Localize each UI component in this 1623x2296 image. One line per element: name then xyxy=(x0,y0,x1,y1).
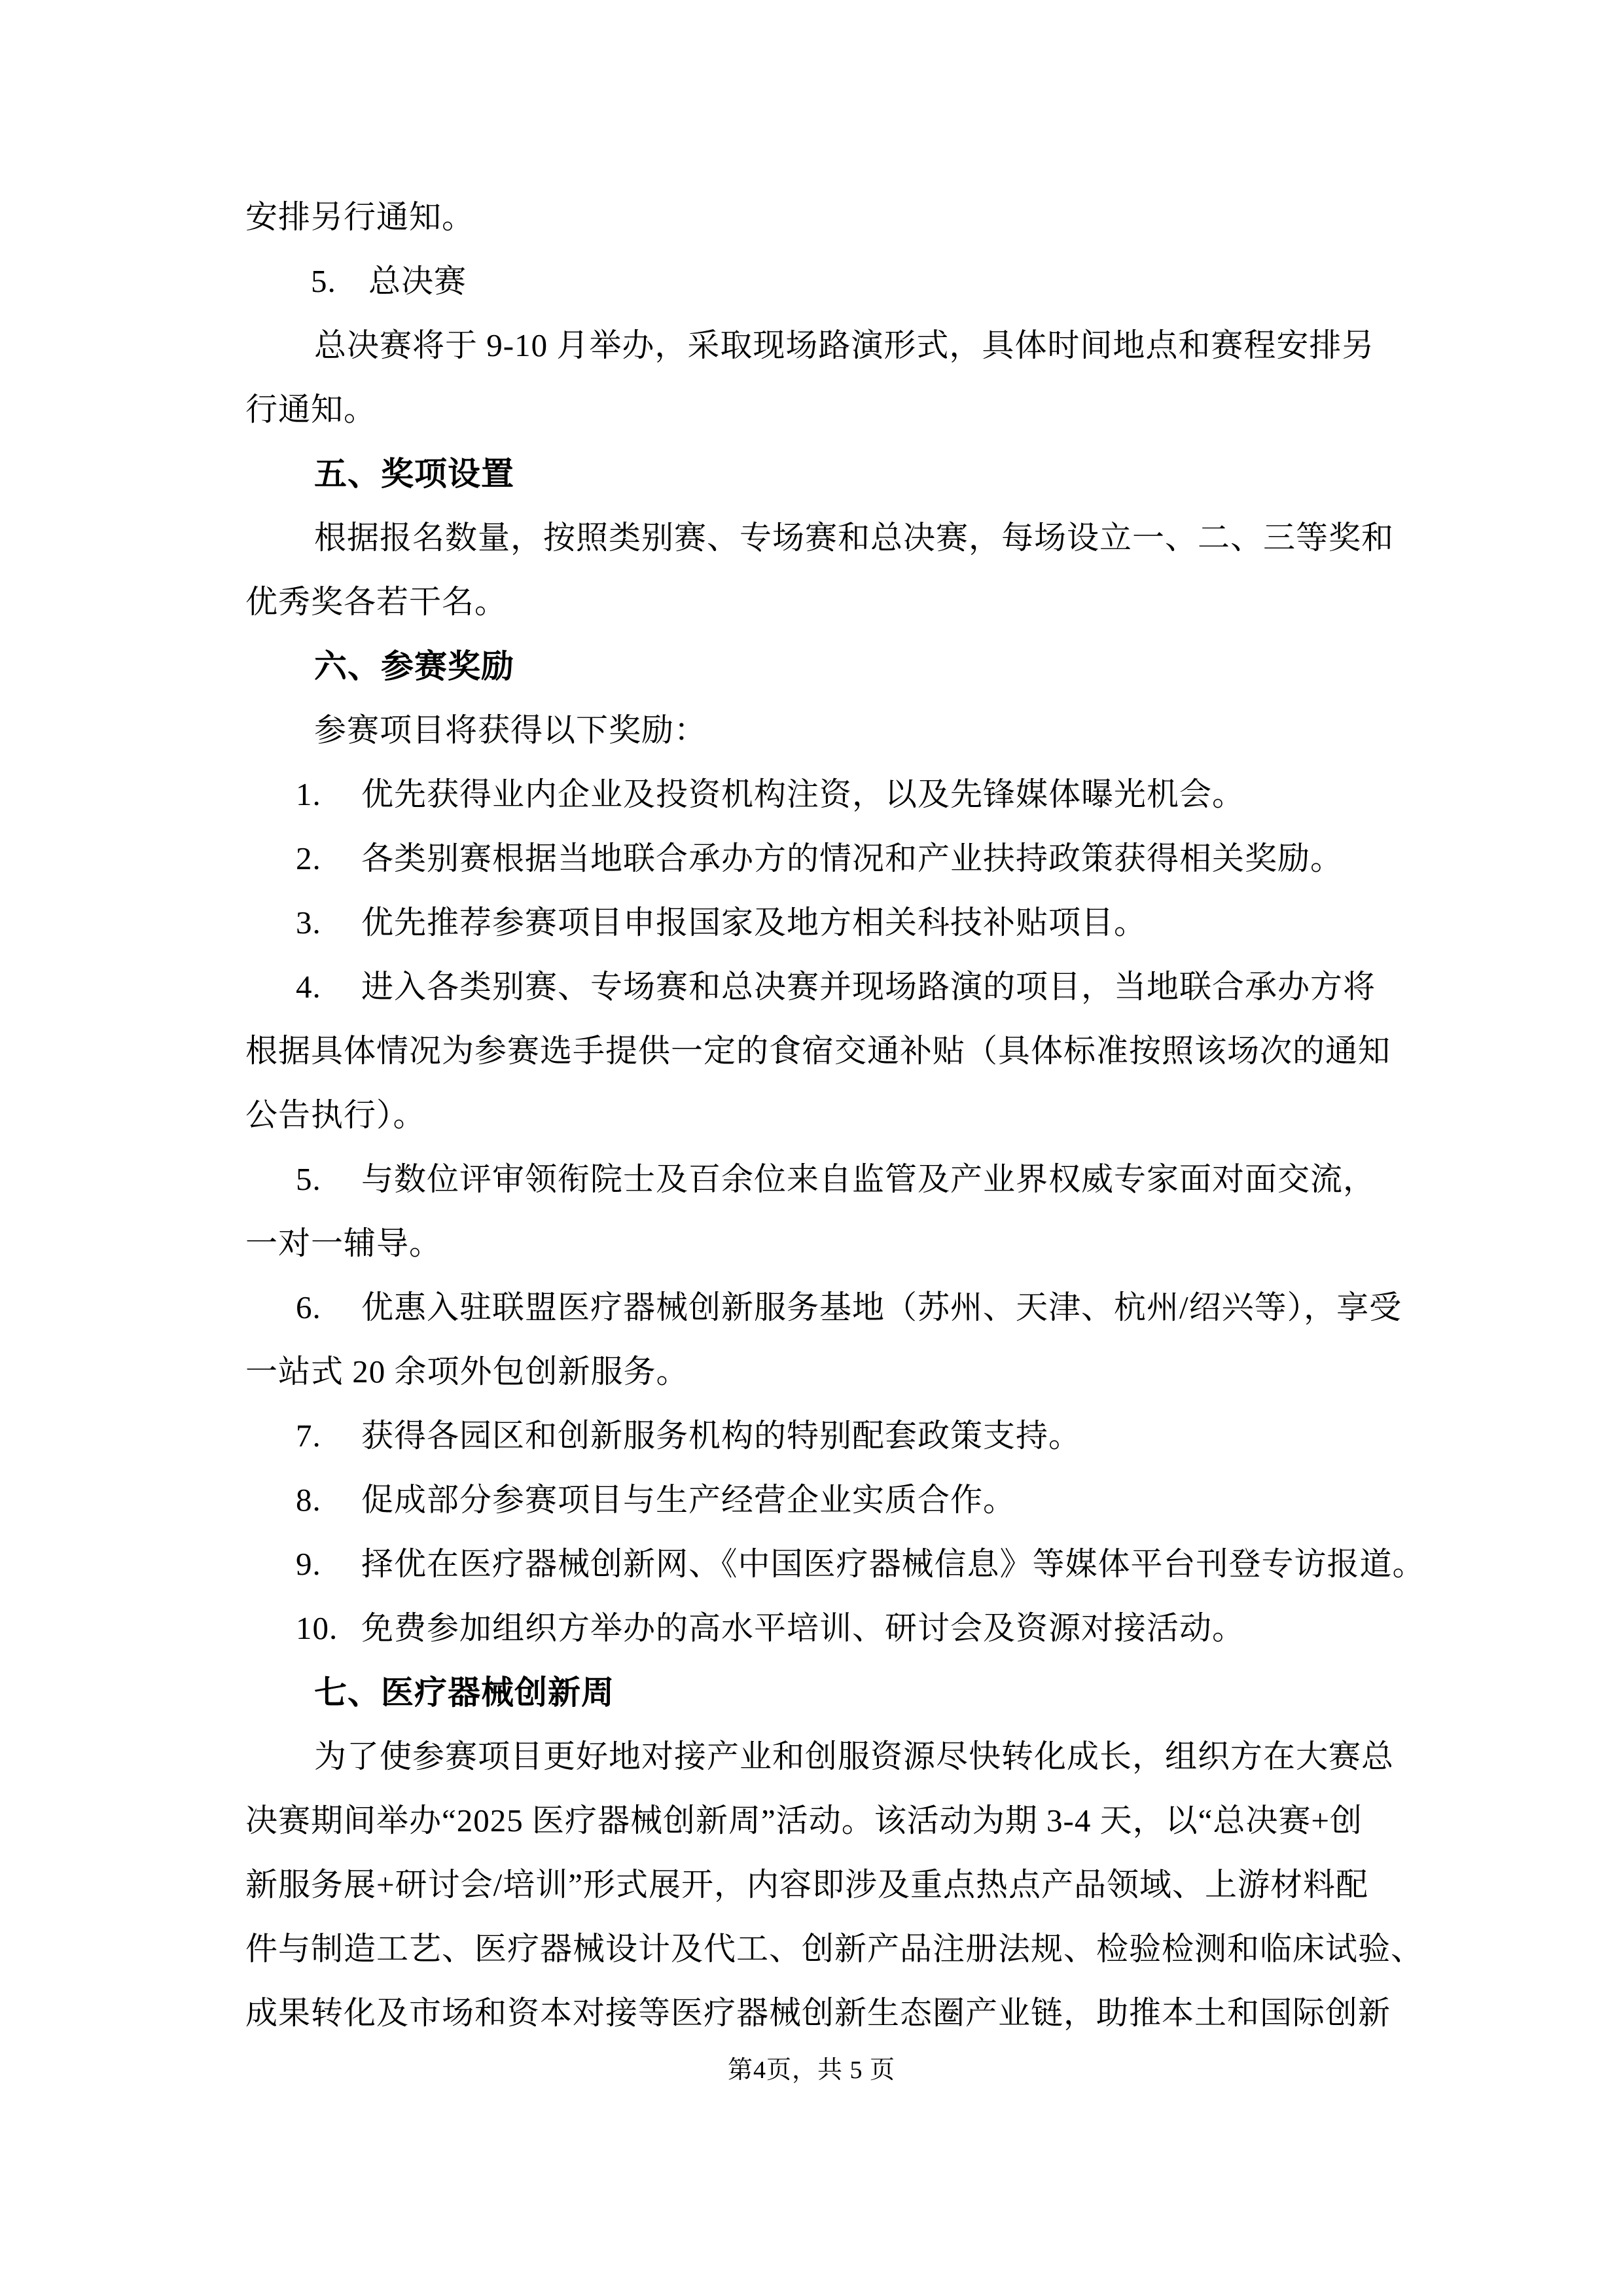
line-text: 促成部分参赛项目与生产经营企业实质合作。 xyxy=(361,1482,1016,1518)
text-line xyxy=(245,1532,1425,1596)
line-text: 参赛项目将获得以下奖励： xyxy=(314,712,707,748)
text-line xyxy=(245,506,1395,570)
section-heading xyxy=(245,442,1378,506)
text-line xyxy=(245,314,1378,378)
text-line xyxy=(245,1211,1378,1276)
text-line xyxy=(245,1404,1378,1468)
text-line xyxy=(245,1083,1378,1147)
text-line xyxy=(245,698,1378,762)
text-line xyxy=(245,827,1378,891)
line-text: 七、医疗器械创新周 xyxy=(314,1674,615,1711)
text-line xyxy=(245,1340,1378,1404)
line-text: 优秀奖各若干名。 xyxy=(245,584,508,620)
line-text: 为了使参赛项目更好地对接产业和创服资源尽快转化成长，组织方在大赛总 xyxy=(314,1738,1395,1774)
line-text: 一对一辅导。 xyxy=(245,1225,442,1261)
line-text: 优先推荐参赛项目申报国家及地方相关科技补贴项目。 xyxy=(361,905,1147,941)
line-text: 一站式 20 余项外包创新服务。 xyxy=(245,1354,689,1390)
text-line xyxy=(245,1596,1378,1660)
line-text: 根据具体情况为参赛选手提供一定的食宿交通补贴（具体标准按照该场次的通知 xyxy=(245,1033,1391,1069)
line-text: 根据报名数量，按照类别赛、专场赛和总决赛，每场设立一、二、三等奖和 xyxy=(314,520,1395,556)
text-line xyxy=(245,1917,1424,1981)
list-number: 6. xyxy=(296,1289,321,1325)
line-text: 公告执行）。 xyxy=(245,1097,426,1133)
list-number: 1. xyxy=(296,776,321,812)
line-text: 新服务展+研讨会/培训”形式展开，内容即涉及重点热点产品领域、上游材料配 xyxy=(245,1867,1368,1903)
text-line xyxy=(245,762,1378,827)
text-line xyxy=(245,1981,1391,2045)
list-number: 8. xyxy=(296,1482,321,1518)
line-text: 总决赛将于 9-10 月举办，采取现场路演形式，具体时间地点和赛程安排另 xyxy=(314,327,1375,363)
text-line xyxy=(245,1019,1391,1083)
text-line xyxy=(245,1789,1378,1853)
line-text: 与数位评审领衔院士及百余位来自监管及产业界权威专家面对面交流， xyxy=(361,1161,1376,1197)
line-text: 优先获得业内企业及投资机构注资，以及先锋媒体曝光机会。 xyxy=(361,776,1245,812)
line-text: 免费参加组织方举办的高水平培训、研讨会及资源对接活动。 xyxy=(361,1610,1245,1646)
line-text: 行通知。 xyxy=(245,391,377,427)
text-line xyxy=(245,1276,1402,1340)
line-text: 成果转化及市场和资本对接等医疗器械创新生态圈产业链，助推本土和国际创新 xyxy=(245,1995,1391,2031)
list-number: 9. xyxy=(296,1546,321,1582)
text-line xyxy=(245,891,1378,955)
line-text: 五、奖项设置 xyxy=(314,456,514,492)
list-number: 7. xyxy=(296,1418,321,1454)
line-text: 决赛期间举办“2025 医疗器械创新周”活动。该活动为期 3-4 天，以“总决赛+创 xyxy=(245,1803,1363,1839)
document-body xyxy=(245,185,1425,2045)
text-line xyxy=(245,185,1378,249)
text-line xyxy=(245,570,1378,634)
list-number: 10. xyxy=(296,1610,338,1646)
text-line xyxy=(245,378,1378,442)
text-line xyxy=(245,249,1378,314)
text-line xyxy=(245,1468,1378,1532)
line-text: 总决赛 xyxy=(368,263,467,299)
line-text: 六、参赛奖励 xyxy=(314,648,514,685)
line-text: 安排另行通知。 xyxy=(245,199,475,235)
list-number: 4. xyxy=(296,969,321,1005)
line-text: 择优在医疗器械创新网、《中国医疗器械信息》等媒体平台刊登专访报道。 xyxy=(361,1546,1425,1582)
line-text: 件与制造工艺、医疗器械设计及代工、创新产品注册法规、检验检测和临床试验、 xyxy=(245,1931,1424,1967)
line-text: 获得各园区和创新服务机构的特别配套政策支持。 xyxy=(361,1418,1082,1454)
list-number: 5. xyxy=(311,263,336,299)
section-heading xyxy=(245,1660,1378,1725)
page-number-text: 第4页，共 5 页 xyxy=(727,2056,895,2084)
list-number: 3. xyxy=(296,905,321,941)
section-heading xyxy=(245,634,1378,698)
text-line xyxy=(245,1853,1378,1917)
page-footer xyxy=(0,2051,1623,2090)
list-number: 2. xyxy=(296,840,321,876)
text-line xyxy=(245,1725,1395,1789)
line-text: 各类别赛根据当地联合承办方的情况和产业扶持政策获得相关奖励。 xyxy=(361,840,1344,876)
text-line xyxy=(245,1147,1378,1211)
list-number: 5. xyxy=(296,1161,321,1197)
line-text: 优惠入驻联盟医疗器械创新服务基地（苏州、天津、杭州/绍兴等），享受 xyxy=(361,1289,1402,1325)
text-line xyxy=(245,955,1378,1019)
line-text: 进入各类别赛、专场赛和总决赛并现场路演的项目，当地联合承办方将 xyxy=(361,969,1376,1005)
